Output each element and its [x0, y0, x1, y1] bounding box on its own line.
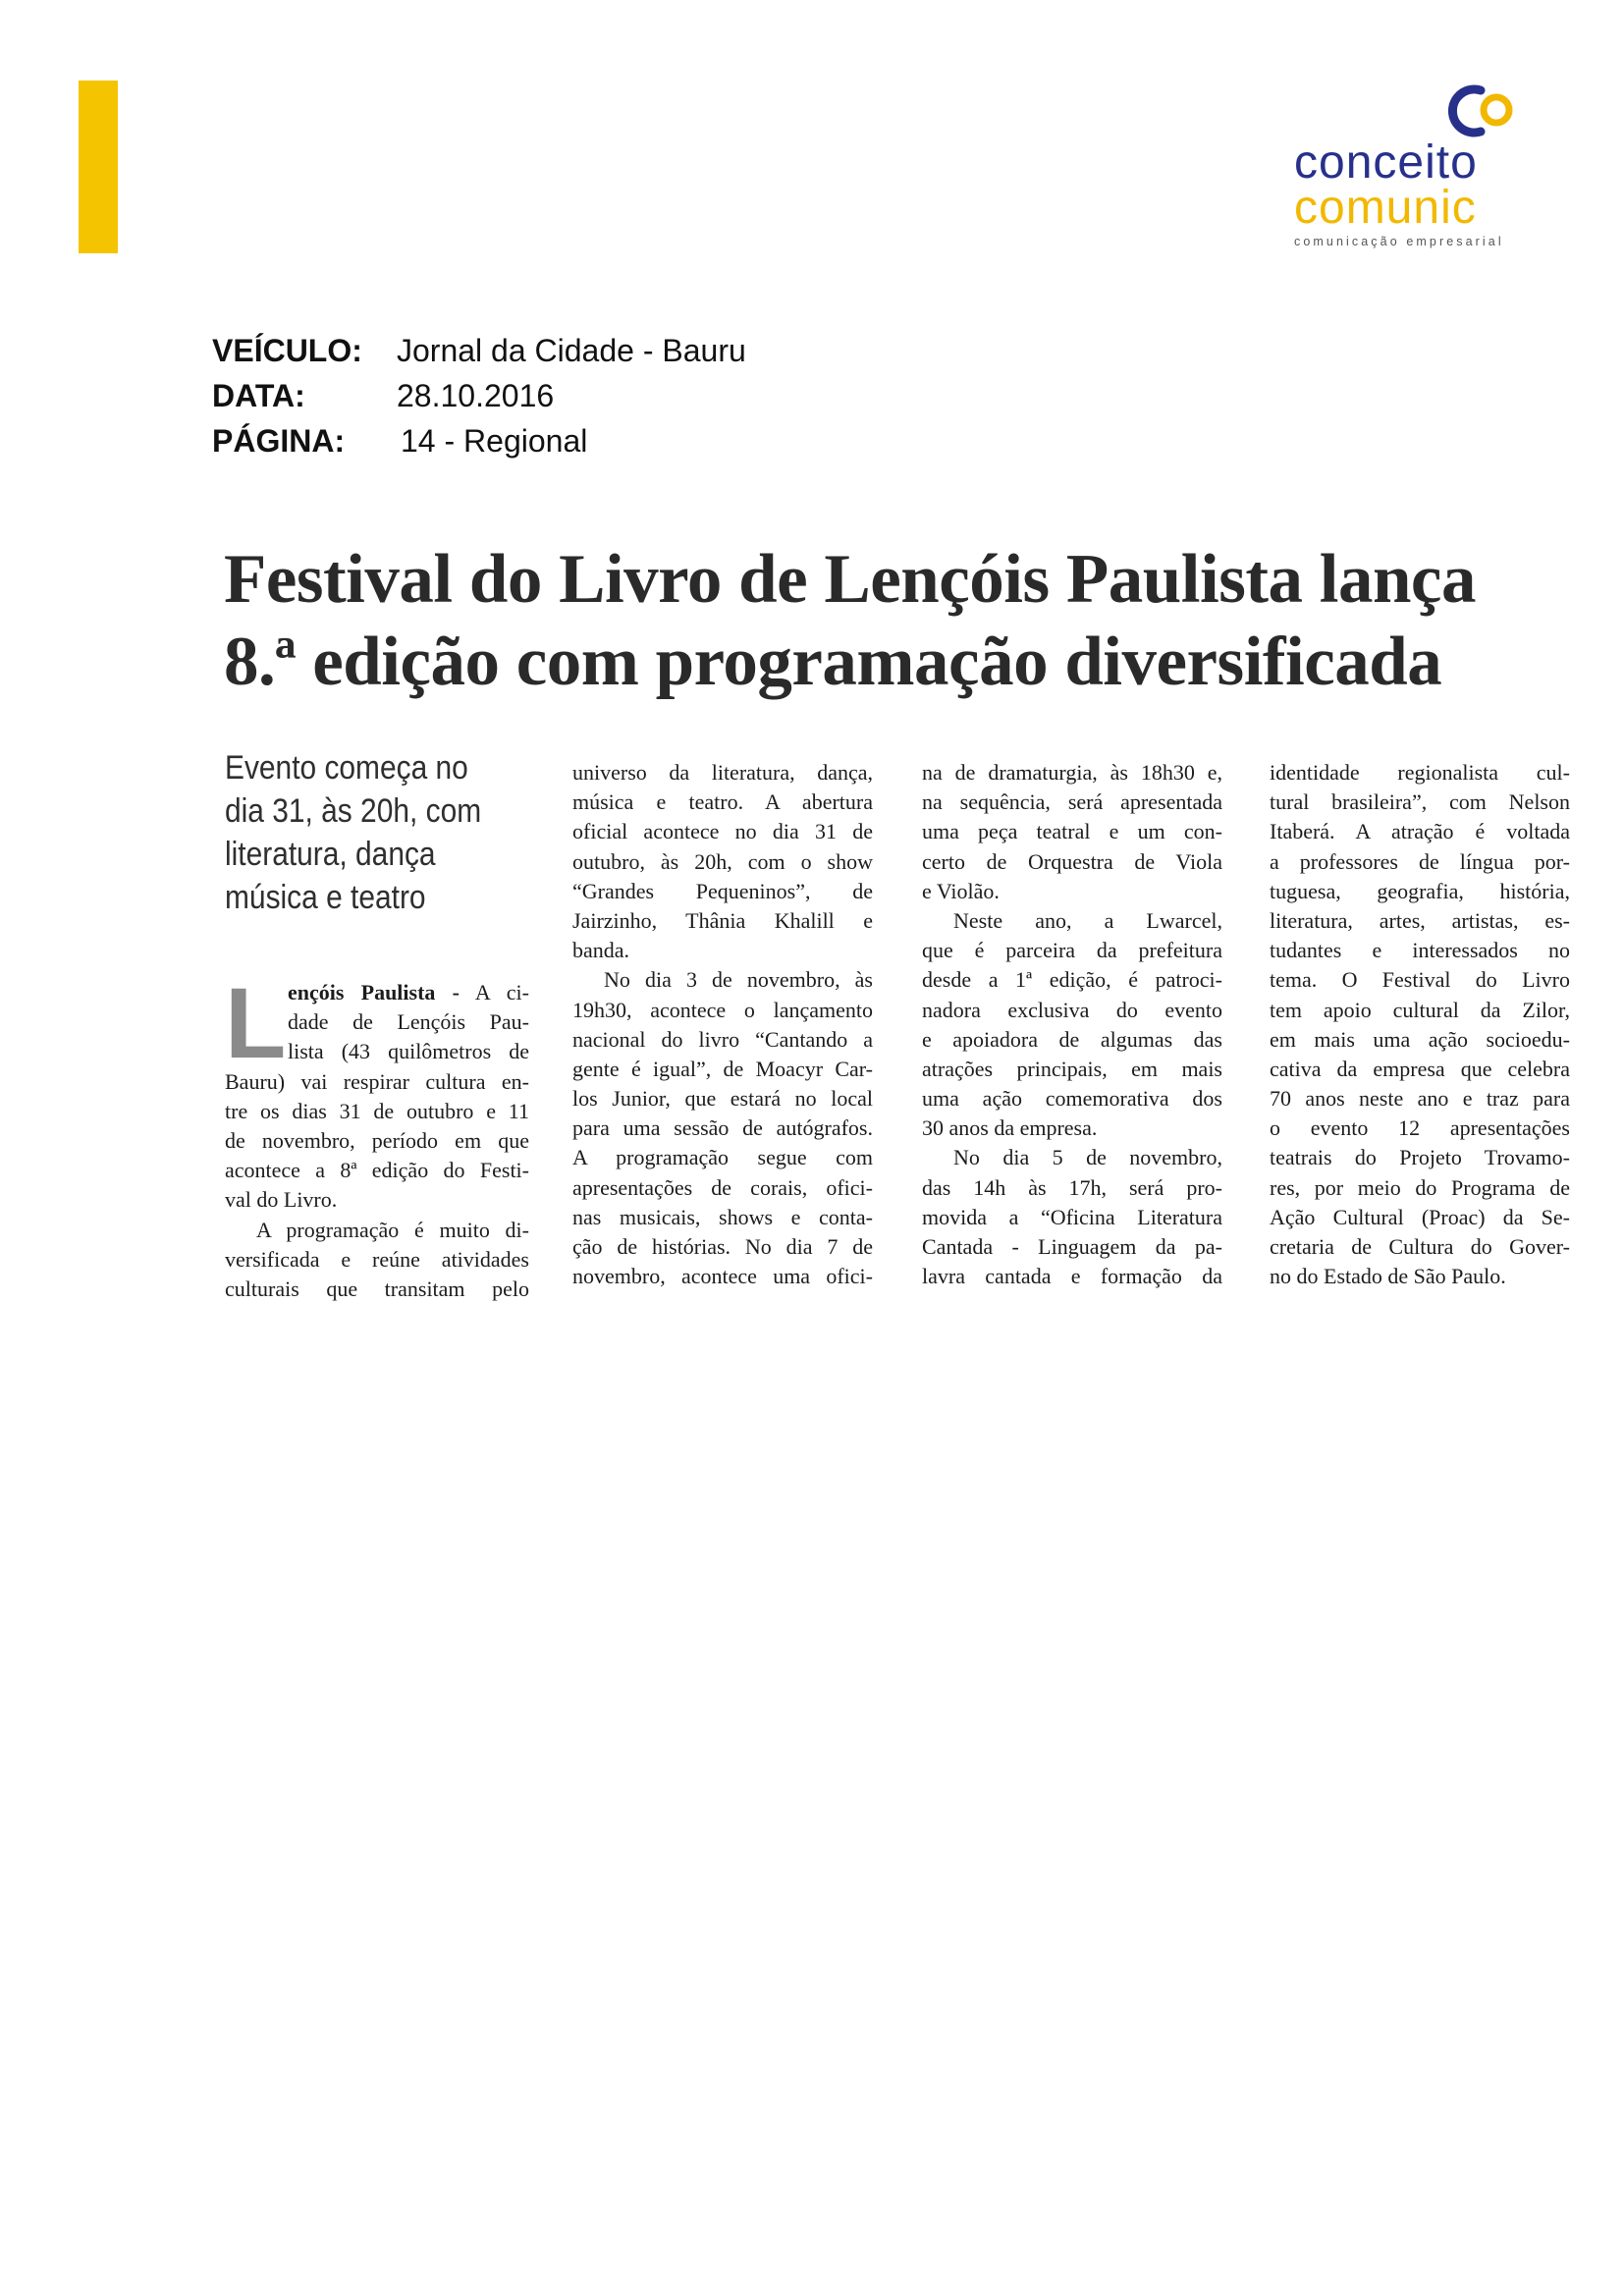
text-line: nas musicais, shows e conta-: [572, 1204, 873, 1229]
lead-location: ençóis Paulista -: [288, 980, 460, 1005]
text-line: na sequência, será apresentada: [922, 789, 1222, 815]
text-line: que é parceira da prefeitura: [922, 938, 1222, 963]
text-line: Cantada - Linguagem da pa-: [922, 1234, 1222, 1259]
text-line: tural brasileira”, com Nelson: [1270, 789, 1570, 815]
text-line: Bauru) vai respirar cultura en-: [225, 1068, 529, 1094]
text-line: certo de Orquestra de Viola: [922, 848, 1222, 874]
pagina-label: PÁGINA:: [212, 423, 346, 459]
text-line: Ação Cultural (Proac) da Se-: [1270, 1204, 1570, 1229]
text-line: atrações principais, em mais: [922, 1056, 1222, 1081]
veiculo-label: VEÍCULO:: [212, 333, 362, 368]
text-line: oficial acontece no dia 31 de: [572, 819, 873, 844]
text-line: 19h30, acontece o lançamento: [572, 997, 873, 1022]
meta-row-veiculo: [212, 328, 746, 373]
text-line: A programação é muito di-: [256, 1217, 529, 1242]
meta-row-data: [212, 373, 746, 418]
text-line: [225, 978, 529, 1007]
text-line: No dia 3 de novembro, às: [604, 967, 873, 993]
text-line: nacional do livro “Cantando a: [572, 1026, 873, 1052]
drop-cap: L: [225, 967, 287, 1079]
text-line: teatrais do Projeto Trovamo-: [1270, 1145, 1570, 1170]
article-headline: [224, 538, 1579, 703]
text-line: A programação segue com: [572, 1145, 873, 1170]
text-line: acontece a 8ª edição do Festi-: [225, 1158, 529, 1183]
text-line: música e teatro. A abertura: [572, 789, 873, 815]
text-line: identidade regionalista cul-: [1270, 760, 1570, 785]
subhead-line: música e teatro: [225, 879, 426, 916]
text-fragment: A ci-: [459, 980, 529, 1005]
text-line: tre os dias 31 de outubro e 11: [225, 1098, 529, 1123]
subhead-line: dia 31, às 20h, com: [225, 792, 482, 830]
text-line: gente é igual”, de Moacyr Car-: [572, 1056, 873, 1081]
text-line: los Junior, que estará no local: [572, 1086, 873, 1112]
text-line: apresentações de corais, ofici-: [572, 1174, 873, 1200]
text-line: uma peça teatral e um con-: [922, 819, 1222, 844]
text-line: val do Livro.: [225, 1187, 338, 1213]
logo-text-comunic: comunic: [1294, 182, 1477, 234]
text-line: cretaria de Cultura do Gover-: [1270, 1234, 1570, 1259]
text-line: versificada e reúne atividades: [225, 1246, 529, 1272]
headline-line: Festival do Livro de Lençóis Paulista lança: [224, 541, 1476, 618]
text-line: res, por meio do Programa de: [1270, 1174, 1570, 1200]
text-line: literatura, artes, artistas, es-: [1270, 907, 1570, 933]
text-line: no do Estado de São Paulo.: [1270, 1264, 1506, 1289]
text-line: “Grandes Pequeninos”, de: [572, 878, 873, 903]
logo-tagline: comunicação empresarial: [1294, 235, 1504, 248]
text-line: Neste ano, a Lwarcel,: [953, 907, 1222, 933]
text-line: 70 anos neste ano e traz para: [1270, 1086, 1570, 1112]
text-line: lavra cantada e formação da: [922, 1264, 1222, 1289]
text-line: No dia 5 de novembro,: [953, 1145, 1222, 1170]
text-line: nadora exclusiva do evento: [922, 997, 1222, 1022]
article-subhead: [225, 746, 510, 919]
text-line: Itaberá. A atração é voltada: [1270, 819, 1570, 844]
text-line: dade de Lençóis Pau-: [288, 1009, 529, 1035]
text-line: e apoiadora de algumas das: [922, 1026, 1222, 1052]
text-line: a professores de língua por-: [1270, 848, 1570, 874]
article-column-2: [572, 758, 873, 1291]
clipping-metadata: [212, 328, 746, 463]
text-line: para uma sessão de autógrafos.: [572, 1115, 873, 1141]
text-line: tem apoio cultural da Zilor,: [1270, 997, 1570, 1022]
text-line: banda.: [572, 938, 630, 963]
text-line: novembro, acontece uma ofici-: [572, 1264, 873, 1289]
logo-text-conceito: conceito: [1294, 136, 1478, 189]
text-line: universo da literatura, dança,: [572, 760, 873, 785]
text-line: na de dramaturgia, às 18h30 e,: [922, 760, 1222, 785]
data-value: 28.10.2016: [397, 378, 555, 413]
headline-line: 8.ª edição com programação diversificada: [224, 624, 1442, 700]
text-line: tema. O Festival do Livro: [1270, 967, 1570, 993]
text-line: 30 anos da empresa.: [922, 1115, 1098, 1141]
text-line: e Violão.: [922, 878, 1000, 903]
text-line: movida a “Oficina Literatura: [922, 1204, 1222, 1229]
article-column-3: [922, 758, 1222, 1291]
text-line: tuguesa, geografia, história,: [1270, 878, 1570, 903]
text-line: desde a 1ª edição, é patroci-: [922, 967, 1222, 993]
text-line: uma ação comemorativa dos: [922, 1086, 1222, 1112]
logo-mark-icon: [1441, 81, 1520, 141]
veiculo-value: Jornal da Cidade - Bauru: [397, 333, 746, 368]
data-label: DATA:: [212, 378, 305, 413]
text-line: das 14h às 17h, será pro-: [922, 1174, 1222, 1200]
text-line: ção de histórias. No dia 7 de: [572, 1234, 873, 1259]
text-line: Jairzinho, Thânia Khalill e: [572, 907, 873, 933]
text-line: outubro, às 20h, com o show: [572, 848, 873, 874]
accent-bar: [79, 81, 118, 253]
text-line: o evento 12 apresentações: [1270, 1115, 1570, 1141]
text-line: cativa da empresa que celebra: [1270, 1056, 1570, 1081]
article-column-4: [1270, 758, 1570, 1291]
text-line: em mais uma ação socioedu-: [1270, 1026, 1570, 1052]
meta-row-pagina: [212, 418, 746, 463]
company-logo: [1294, 81, 1579, 257]
text-line: de novembro, período em que: [225, 1127, 529, 1153]
text-line: lista (43 quilômetros de: [288, 1039, 529, 1064]
text-line: culturais que transitam pelo: [225, 1276, 529, 1301]
subhead-line: literatura, dança: [225, 836, 436, 873]
article-column-1: [225, 967, 529, 1304]
subhead-line: Evento começa no: [225, 749, 468, 787]
text-line: tudantes e interessados no: [1270, 938, 1570, 963]
pagina-value: 14 - Regional: [401, 423, 588, 459]
